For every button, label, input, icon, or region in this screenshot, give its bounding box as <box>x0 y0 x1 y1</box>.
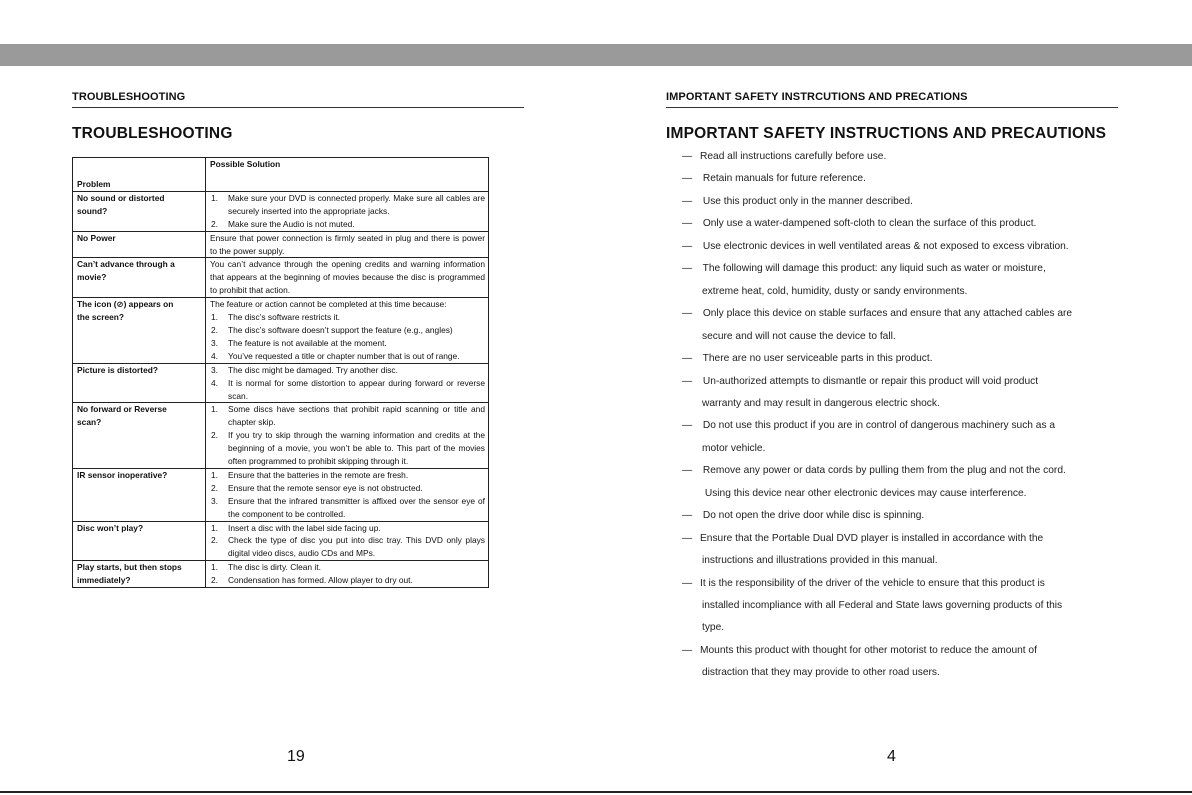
dash-bullet: — <box>682 645 693 656</box>
problem-text: Can’t advance through a <box>77 259 175 270</box>
top-gray-band <box>0 44 1192 66</box>
item-text: Ensure that the infrared transmitter is affixed over the sensor eye of the component to be controlled. <box>228 495 485 519</box>
safety-text: Do not open the drive door while disc is spinning. <box>700 510 925 521</box>
dash-bullet: — <box>682 510 693 521</box>
table-row <box>73 561 489 588</box>
solution-item <box>210 324 485 337</box>
dash-bullet: — <box>682 353 693 364</box>
problem-text: No Power <box>77 232 116 243</box>
safety-text: Retain manuals for future reference. <box>700 173 866 184</box>
item-text: The disc is dirty. Clean it. <box>228 562 321 573</box>
safety-item <box>682 263 1046 274</box>
solution-list <box>210 192 485 231</box>
item-number: 4. <box>211 350 218 361</box>
running-head: TROUBLESHOOTING <box>72 91 186 103</box>
safety-text: Remove any power or data cords by pulling them from the plug and not the cord. <box>700 465 1066 476</box>
problem-text: sound? <box>77 205 108 216</box>
table-row <box>73 468 489 521</box>
safety-text: Only place this device on stable surfaces and ensure that any attached cables are <box>700 308 1073 319</box>
solution-list <box>210 364 485 403</box>
dash-bullet: — <box>682 376 693 387</box>
solution-cell <box>206 403 489 469</box>
header-rule <box>72 107 524 108</box>
item-text: The feature is not available at the moment. <box>228 337 387 348</box>
safety-text: Mounts this product with thought for other motorist to reduce the amount of <box>700 645 1037 656</box>
item-number: 1. <box>211 562 218 573</box>
solution-cell <box>206 561 489 588</box>
solution-item <box>210 218 485 231</box>
dash-bullet: — <box>682 218 693 229</box>
item-number: 2. <box>211 324 218 335</box>
dash-bullet: — <box>682 465 693 476</box>
problem-cell <box>73 231 206 258</box>
problem-text: No forward or Reverse <box>77 404 167 415</box>
solution-intro: The feature or action cannot be completed at this time because: <box>210 299 447 310</box>
problem-cell <box>73 521 206 561</box>
right-page <box>596 66 1192 786</box>
bottom-rule <box>0 791 1192 793</box>
safety-item <box>682 151 886 162</box>
safety-text: Do not use this product if you are in control of dangerous machinery such as a <box>700 420 1056 431</box>
solution-cell <box>206 231 489 258</box>
safety-text-continued: motor vehicle. <box>702 443 766 454</box>
item-number: 2. <box>211 575 218 586</box>
solution-cell <box>206 191 489 231</box>
item-text: Condensation has formed. Allow player to dry out. <box>228 575 413 586</box>
solution-list <box>210 522 485 561</box>
solution-item <box>210 469 485 482</box>
problem-cell <box>73 468 206 521</box>
safety-item <box>682 241 1069 252</box>
safety-text: Use electronic devices in well ventilated areas & not exposed to excess vibration. <box>700 241 1069 252</box>
solution-cell <box>206 363 489 403</box>
solution-item <box>210 350 485 363</box>
safety-item <box>682 173 866 184</box>
solution-cell <box>206 468 489 521</box>
solution-item <box>210 429 485 468</box>
safety-text: Read all instructions carefully before use. <box>700 151 887 162</box>
safety-text-continued: type. <box>702 622 725 633</box>
solution-item <box>210 377 485 403</box>
solution-intro: You can’t advance through the opening credits and warning information that appears at the beginning of movies because the disc is programmed to prohibit that action. <box>210 259 485 296</box>
solution-item <box>210 482 485 495</box>
safety-text-continued: instructions and illustrations provided in this manual. <box>702 555 938 566</box>
table-row <box>73 521 489 561</box>
page-title: TROUBLESHOOTING <box>72 125 233 142</box>
problem-cell <box>73 258 206 298</box>
solution-item <box>210 364 485 377</box>
item-text: Make sure your DVD is connected properly. Make sure all cables are securely inserted into the appropriate jacks. <box>228 192 485 216</box>
item-text: Ensure that the remote sensor eye is not obstructed. <box>228 482 423 493</box>
item-number: 2. <box>211 430 218 441</box>
dash-bullet: — <box>682 420 693 431</box>
left-page <box>0 66 596 786</box>
problem-text: the screen? <box>77 312 125 323</box>
safety-text: Ensure that the Portable Dual DVD player is installed in accordance with the <box>700 533 1044 544</box>
solution-cell <box>206 521 489 561</box>
safety-text: Un-authorized attempts to dismantle or repair this product will void product <box>700 376 1039 387</box>
table-row <box>73 231 489 258</box>
solution-list <box>210 311 485 363</box>
solution-cell <box>206 298 489 364</box>
problem-cell <box>73 298 206 364</box>
page-title: IMPORTANT SAFETY INSTRUCTIONS AND PRECAUTIONS <box>666 125 1107 142</box>
safety-text-continued: Using this device near other electronic devices may cause interference. <box>702 488 1027 499</box>
item-number: 3. <box>211 495 218 506</box>
problem-text: Disc won’t play? <box>77 522 144 533</box>
dash-bullet: — <box>682 196 693 207</box>
solution-list <box>210 561 485 587</box>
solution-list <box>210 403 485 468</box>
solution-item <box>210 574 485 587</box>
table-row <box>73 258 489 298</box>
dash-bullet: — <box>682 533 693 544</box>
item-text: Check the type of disc you put into disc tray. This DVD only plays digital video discs, audio CDs and MPs. <box>228 535 485 559</box>
dash-bullet: — <box>682 241 693 252</box>
item-number: 3. <box>211 337 218 348</box>
item-number: 2. <box>211 535 218 546</box>
item-text: Ensure that the batteries in the remote are fresh. <box>228 469 409 480</box>
dash-bullet: — <box>682 308 693 319</box>
problem-text: scan? <box>77 417 102 428</box>
item-number: 2. <box>211 482 218 493</box>
safety-text: Only use a water-dampened soft-cloth to clean the surface of this product. <box>700 218 1037 229</box>
table-row <box>73 363 489 403</box>
problem-text: IR sensor inoperative? <box>77 469 168 480</box>
safety-item <box>682 645 1037 656</box>
safety-text: Use this product only in the manner described. <box>700 196 913 207</box>
header-solution: Possible Solution <box>206 158 489 192</box>
safety-text-continued: warranty and may result in dangerous electric shock. <box>702 398 940 409</box>
item-text: You’ve requested a title or chapter number that is out of range. <box>228 350 460 361</box>
item-text: Some discs have sections that prohibit rapid scanning or title and chapter skip. <box>228 404 485 428</box>
table-row <box>73 298 489 364</box>
problem-cell <box>73 363 206 403</box>
item-text: The disc might be damaged. Try another disc. <box>228 364 398 375</box>
solution-item <box>210 534 485 560</box>
running-head: IMPORTANT SAFETY INSTRCUTIONS AND PRECATIONS <box>666 91 968 103</box>
item-number: 1. <box>211 312 218 323</box>
safety-item <box>682 376 1038 387</box>
item-text: The disc’s software doesn’t support the feature (e.g., angles) <box>228 324 453 335</box>
solution-item <box>210 561 485 574</box>
safety-text-continued: secure and will not cause the device to fall. <box>702 331 896 342</box>
safety-text-continued: extreme heat, cold, humidity, dusty or sandy environments. <box>702 286 968 297</box>
safety-text-continued: installed incompliance with all Federal and State laws governing products of this <box>702 600 1063 611</box>
item-text: It is normal for some distortion to appear during forward or reverse scan. <box>228 377 485 401</box>
problem-cell <box>73 403 206 469</box>
safety-text-continued: distraction that they may provide to other road users. <box>702 667 940 678</box>
safety-item <box>682 420 1055 431</box>
safety-item <box>682 353 933 364</box>
solution-item <box>210 403 485 429</box>
item-number: 2. <box>211 218 218 229</box>
table-row <box>73 403 489 469</box>
table-header-row <box>73 158 489 192</box>
solution-list <box>210 469 485 521</box>
safety-item <box>682 218 1036 229</box>
table-row <box>73 191 489 231</box>
safety-item <box>682 308 1072 319</box>
problem-text: immediately? <box>77 575 131 586</box>
dash-bullet: — <box>682 263 693 274</box>
header-rule <box>666 107 1118 108</box>
problem-text: No sound or distorted <box>77 192 165 203</box>
item-number: 1. <box>211 192 218 203</box>
problem-text: Picture is distorted? <box>77 364 158 375</box>
dash-bullet: — <box>682 173 693 184</box>
safety-item <box>682 578 1045 589</box>
safety-item <box>682 196 913 207</box>
solution-item <box>210 311 485 324</box>
safety-text: There are no user serviceable parts in this product. <box>700 353 933 364</box>
dash-bullet: — <box>682 578 693 589</box>
problem-text: The icon (⊘) appears on <box>77 299 174 310</box>
safety-text: The following will damage this product: any liquid such as water or moisture, <box>700 263 1046 274</box>
page-number: 19 <box>287 748 305 765</box>
solution-intro: Ensure that power connection is firmly seated in plug and there is power to the power supply. <box>210 232 485 256</box>
solution-item <box>210 337 485 350</box>
header-problem: Problem <box>73 158 206 192</box>
page-number: 4 <box>887 748 896 765</box>
solution-cell <box>206 258 489 298</box>
troubleshooting-table <box>72 157 489 588</box>
problem-cell <box>73 561 206 588</box>
item-number: 1. <box>211 404 218 415</box>
dash-bullet: — <box>682 151 693 162</box>
problem-cell <box>73 191 206 231</box>
item-number: 1. <box>211 522 218 533</box>
item-text: Make sure the Audio is not muted. <box>228 218 355 229</box>
item-text: Insert a disc with the label side facing up. <box>228 522 381 533</box>
item-number: 3. <box>211 364 218 375</box>
solution-item <box>210 495 485 521</box>
safety-text: It is the responsibility of the driver of the vehicle to ensure that this product is <box>700 578 1045 589</box>
safety-item <box>682 510 924 521</box>
solution-item <box>210 192 485 218</box>
problem-text: Play starts, but then stops <box>77 562 182 573</box>
item-number: 4. <box>211 377 218 388</box>
solution-item <box>210 522 485 535</box>
safety-item <box>682 465 1066 476</box>
safety-item <box>682 533 1043 544</box>
item-text: The disc’s software restricts it. <box>228 312 341 323</box>
item-text: If you try to skip through the warning information and credits at the beginning of a movie, you won’t be able to. This part of the movies often programmed to prohibit skipping through it. <box>228 430 485 467</box>
problem-text: movie? <box>77 272 107 283</box>
item-number: 1. <box>211 469 218 480</box>
